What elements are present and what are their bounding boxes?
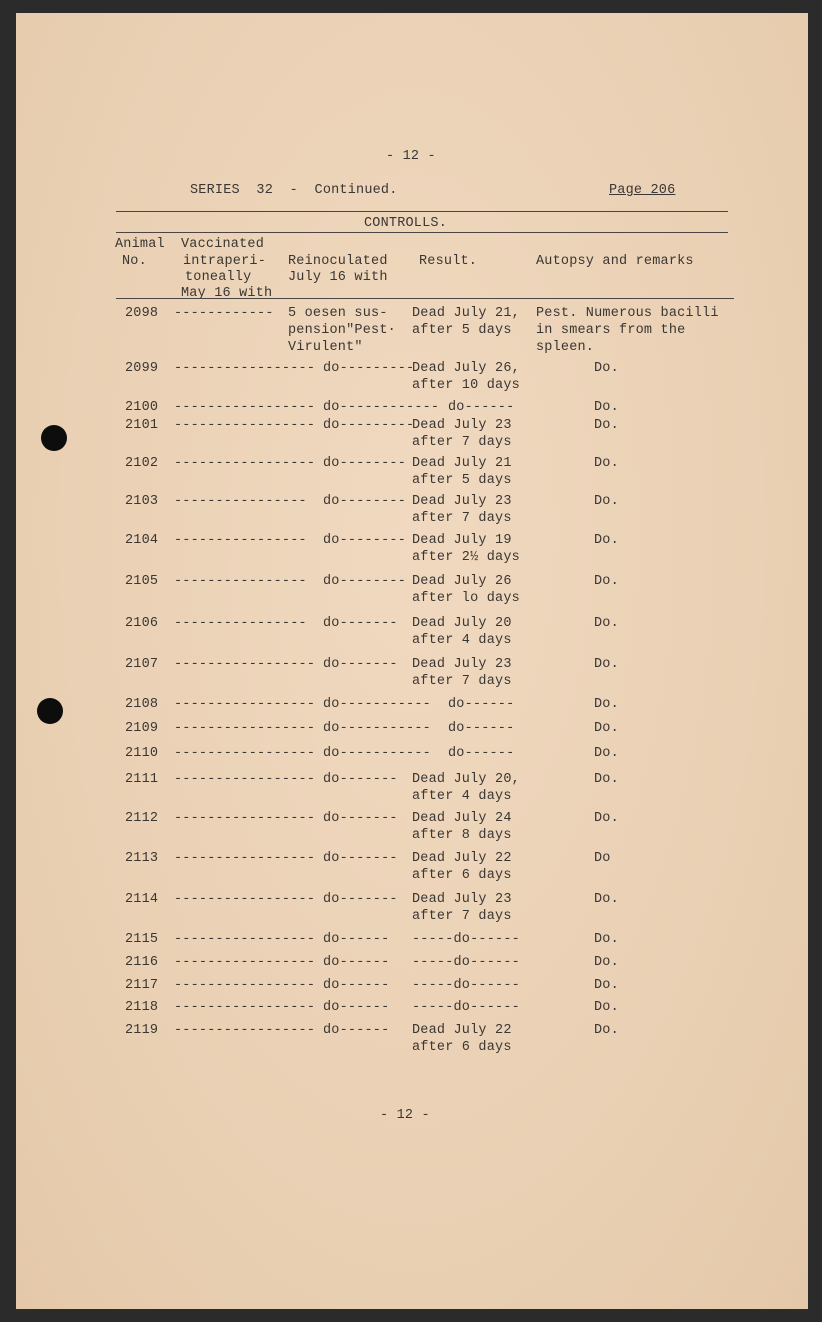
result-cell: Dead July 22	[412, 851, 512, 866]
reinoculated-cell: do------	[323, 1023, 390, 1038]
animal-number: 2117	[125, 978, 159, 993]
animal-number: 2106	[125, 616, 159, 631]
reinoculated-cell: do------	[323, 932, 390, 947]
remarks-cell: Pest. Numerous bacilli	[536, 306, 719, 321]
vaccinated-cell: -----------------	[174, 697, 316, 712]
result-cell: Dead July 20	[412, 616, 512, 631]
result-cell: -----do------	[412, 932, 520, 947]
reinoculated-cell: do-------	[323, 772, 398, 787]
reinoculated-cell: Virulent"	[288, 340, 363, 355]
remarks-cell: Do.	[594, 533, 619, 548]
remarks-cell: Do.	[594, 574, 619, 589]
remarks-cell: Do.	[594, 361, 619, 376]
remarks-cell: in smears from the	[536, 323, 686, 338]
remarks-cell: Do.	[594, 657, 619, 672]
remarks-cell: Do.	[594, 494, 619, 509]
animal-number: 2098	[125, 306, 159, 321]
result-cell: do------	[448, 721, 515, 736]
header-animal-line2: No.	[122, 254, 147, 269]
vaccinated-cell: -----------------	[174, 456, 316, 471]
result-cell: Dead July 20,	[412, 772, 520, 787]
vaccinated-cell: -----------------	[174, 657, 316, 672]
vaccinated-cell: -----------------	[174, 811, 316, 826]
remarks-cell: Do.	[594, 721, 619, 736]
document-page	[16, 13, 808, 1309]
header-vaccinated-line2: intraperi-	[183, 254, 267, 269]
header-rule	[116, 298, 734, 299]
animal-number: 2109	[125, 721, 159, 736]
vaccinated-cell: ----------------	[174, 533, 307, 548]
remarks-cell: Do.	[594, 978, 619, 993]
header-animal-line1: Animal	[115, 237, 165, 252]
series-title: SERIES 32 - Continued.	[190, 183, 398, 198]
reinoculated-cell: do-------	[323, 616, 398, 631]
result-cell: after 4 days	[412, 633, 512, 648]
result-cell: do------	[448, 697, 515, 712]
result-cell: after 5 days	[412, 323, 512, 338]
section-rule	[116, 232, 728, 233]
vaccinated-cell: -----------------	[174, 721, 316, 736]
vaccinated-cell: -----------------	[174, 1023, 316, 1038]
reinoculated-cell: 5 oesen sus-	[288, 306, 388, 321]
result-cell: after 6 days	[412, 868, 512, 883]
reinoculated-cell: do-------	[323, 657, 398, 672]
reinoculated-cell: pension"Pest·	[288, 323, 396, 338]
result-cell: after 7 days	[412, 511, 512, 526]
top-rule	[116, 211, 728, 212]
animal-number: 2104	[125, 533, 159, 548]
result-cell: after 7 days	[412, 909, 512, 924]
reinoculated-cell: do---------	[323, 418, 415, 433]
animal-number: 2111	[125, 772, 159, 787]
vaccinated-cell: ----------------	[174, 574, 307, 589]
animal-number: 2116	[125, 955, 159, 970]
result-cell: Dead July 26,	[412, 361, 520, 376]
result-cell: after 2½ days	[412, 550, 520, 565]
punch-hole-upper	[41, 425, 67, 451]
punch-hole-lower	[37, 698, 63, 724]
animal-number: 2119	[125, 1023, 159, 1038]
reinoculated-cell: do-------	[323, 851, 398, 866]
result-cell: -----do------	[412, 978, 520, 993]
animal-number: 2113	[125, 851, 159, 866]
result-cell: -----do------	[412, 1000, 520, 1015]
animal-number: 2103	[125, 494, 159, 509]
result-cell: Dead July 23	[412, 494, 512, 509]
animal-number: 2115	[125, 932, 159, 947]
result-cell: Dead July 23	[412, 418, 512, 433]
remarks-cell: Do.	[594, 1023, 619, 1038]
result-cell: after 7 days	[412, 435, 512, 450]
header-result: Result.	[419, 254, 478, 269]
reinoculated-cell: do--------	[323, 456, 407, 471]
vaccinated-cell: -----------------	[174, 851, 316, 866]
reinoculated-cell: do---------	[323, 361, 415, 376]
header-reinoculated-line2: July 16 with	[288, 270, 388, 285]
result-cell: do------	[448, 746, 515, 761]
page-number-bottom: - 12 -	[380, 1108, 430, 1123]
result-cell: after 6 days	[412, 1040, 512, 1055]
result-cell: -----do------	[412, 955, 520, 970]
remarks-cell: Do.	[594, 1000, 619, 1015]
page-number-top: - 12 -	[386, 149, 436, 164]
remarks-cell: Do.	[594, 616, 619, 631]
vaccinated-cell: -----------------	[174, 1000, 316, 1015]
reinoculated-cell: do-----------	[323, 746, 431, 761]
vaccinated-cell: -----------------	[174, 932, 316, 947]
remarks-cell: Do.	[594, 772, 619, 787]
result-cell: do------	[448, 400, 515, 415]
vaccinated-cell: ----------------	[174, 494, 307, 509]
vaccinated-cell: -----------------	[174, 746, 316, 761]
result-cell: after 10 days	[412, 378, 520, 393]
remarks-cell: Do.	[594, 892, 619, 907]
remarks-cell: Do.	[594, 400, 619, 415]
result-cell: after 4 days	[412, 789, 512, 804]
result-cell: after 8 days	[412, 828, 512, 843]
result-cell: after lo days	[412, 591, 520, 606]
reinoculated-cell: do--------	[323, 533, 407, 548]
page-reference: Page 206	[609, 183, 676, 198]
reinoculated-cell: do-----------	[323, 721, 431, 736]
animal-number: 2102	[125, 456, 159, 471]
remarks-cell: Do.	[594, 932, 619, 947]
animal-number: 2107	[125, 657, 159, 672]
remarks-cell: Do.	[594, 811, 619, 826]
vaccinated-cell: -----------------	[174, 418, 316, 433]
result-cell: Dead July 22	[412, 1023, 512, 1038]
remarks-cell: Do.	[594, 456, 619, 471]
animal-number: 2108	[125, 697, 159, 712]
vaccinated-cell: -----------------	[174, 978, 316, 993]
remarks-cell: spleen.	[536, 340, 595, 355]
result-cell: Dead July 23	[412, 892, 512, 907]
result-cell: after 5 days	[412, 473, 512, 488]
vaccinated-cell: -----------------	[174, 361, 316, 376]
animal-number: 2110	[125, 746, 159, 761]
animal-number: 2118	[125, 1000, 159, 1015]
vaccinated-cell: ----------------	[174, 616, 307, 631]
reinoculated-cell: do-------	[323, 811, 398, 826]
result-cell: Dead July 23	[412, 657, 512, 672]
reinoculated-cell: do------------	[323, 400, 440, 415]
reinoculated-cell: do------	[323, 978, 390, 993]
vaccinated-cell: -----------------	[174, 892, 316, 907]
vaccinated-cell: -----------------	[174, 400, 316, 415]
reinoculated-cell: do--------	[323, 494, 407, 509]
result-cell: Dead July 21	[412, 456, 512, 471]
remarks-cell: Do.	[594, 418, 619, 433]
animal-number: 2099	[125, 361, 159, 376]
reinoculated-cell: do------	[323, 955, 390, 970]
animal-number: 2100	[125, 400, 159, 415]
animal-number: 2112	[125, 811, 159, 826]
result-cell: Dead July 21,	[412, 306, 520, 321]
header-reinoculated-line1: Reinoculated	[288, 254, 388, 269]
remarks-cell: Do.	[594, 746, 619, 761]
header-vaccinated-line4: May 16 with	[181, 286, 273, 301]
header-vaccinated-line3: toneally	[185, 270, 252, 285]
remarks-cell: Do	[594, 851, 611, 866]
vaccinated-cell: -----------------	[174, 772, 316, 787]
result-cell: after 7 days	[412, 674, 512, 689]
remarks-cell: Do.	[594, 955, 619, 970]
section-title: CONTROLLS.	[364, 216, 448, 231]
result-cell: Dead July 19	[412, 533, 512, 548]
remarks-cell: Do.	[594, 697, 619, 712]
reinoculated-cell: do------	[323, 1000, 390, 1015]
reinoculated-cell: do--------	[323, 574, 407, 589]
animal-number: 2105	[125, 574, 159, 589]
header-vaccinated-line1: Vaccinated	[181, 237, 265, 252]
header-autopsy: Autopsy and remarks	[536, 254, 694, 269]
animal-number: 2101	[125, 418, 159, 433]
animal-number: 2114	[125, 892, 159, 907]
vaccinated-cell: -----------------	[174, 955, 316, 970]
reinoculated-cell: do-------	[323, 892, 398, 907]
reinoculated-cell: do-----------	[323, 697, 431, 712]
result-cell: Dead July 24	[412, 811, 512, 826]
vaccinated-cell: ------------	[174, 306, 274, 321]
result-cell: Dead July 26	[412, 574, 512, 589]
